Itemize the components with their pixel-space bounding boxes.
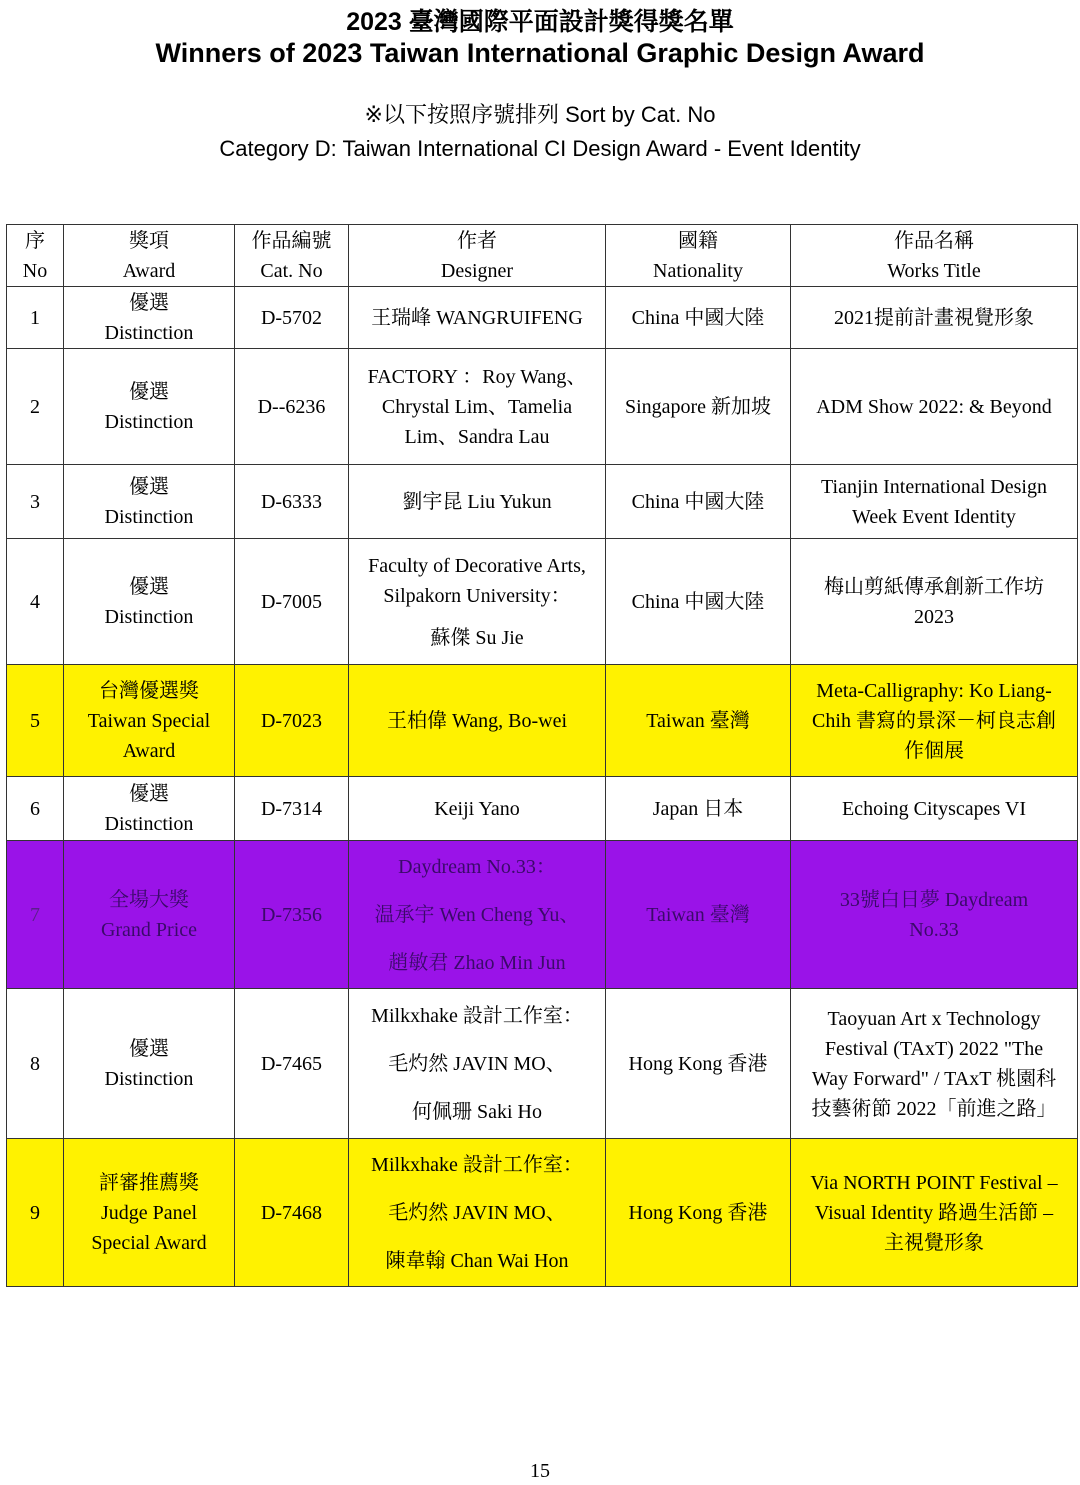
table-row [7, 539, 1078, 665]
nationality-cell: Taiwan 臺灣 [606, 665, 791, 777]
table-row [7, 777, 1078, 841]
works-title-cell: 2021提前計畫視覺形象 [791, 287, 1078, 349]
works-title-cell: Echoing Cityscapes VI [791, 777, 1078, 841]
header-award: 獎項 Award [64, 225, 235, 287]
award-cell: 全場大獎 Grand Price [64, 841, 235, 989]
cat-no-cell: D-7356 [235, 841, 349, 989]
designer-cell: Daydream No.33： 温承宇 Wen Cheng Yu、 趙敏君 Zhao Min Jun [349, 841, 606, 989]
cat-no-cell: D-7468 [235, 1139, 349, 1287]
cat-no-cell: D-6333 [235, 465, 349, 539]
table-header-row [7, 225, 1078, 287]
award-cell: 優選 Distinction [64, 287, 235, 349]
designer-cell: Faculty of Decorative Arts, Silpakorn University： 蘇傑 Su Jie [349, 539, 606, 665]
award-cell: 台灣優選獎 Taiwan Special Award [64, 665, 235, 777]
table-row [7, 841, 1078, 989]
nationality-cell: Singapore 新加坡 [606, 349, 791, 465]
nationality-cell: Hong Kong 香港 [606, 1139, 791, 1287]
row-no: 9 [7, 1139, 64, 1287]
award-cell: 優選 Distinction [64, 465, 235, 539]
works-title-cell: Tianjin International Design Week Event Identity [791, 465, 1078, 539]
award-cell: 評審推薦獎 Judge Panel Special Award [64, 1139, 235, 1287]
cat-no-cell: D-7023 [235, 665, 349, 777]
nationality-cell: China 中國大陸 [606, 287, 791, 349]
cat-no-cell: D-7465 [235, 989, 349, 1139]
cat-no-cell: D-5702 [235, 287, 349, 349]
header-cat-no: 作品編號 Cat. No [235, 225, 349, 287]
table-row [7, 665, 1078, 777]
cat-no-cell: D--6236 [235, 349, 349, 465]
works-title-cell: Meta-Calligraphy: Ko Liang- Chih 書寫的景深－柯良志創 作個展 [791, 665, 1078, 777]
nationality-cell: China 中國大陸 [606, 539, 791, 665]
designer-cell: 劉宇昆 Liu Yukun [349, 465, 606, 539]
designer-cell: Keiji Yano [349, 777, 606, 841]
row-no: 4 [7, 539, 64, 665]
table-row [7, 1139, 1078, 1287]
page-number: 15 [530, 1460, 550, 1482]
row-no: 7 [7, 841, 64, 989]
works-title-cell: ADM Show 2022: & Beyond [791, 349, 1078, 465]
table-row [7, 287, 1078, 349]
works-title-cell: 梅山剪紙傳承創新工作坊 2023 [791, 539, 1078, 665]
row-no: 1 [7, 287, 64, 349]
award-cell: 優選 Distinction [64, 777, 235, 841]
nationality-cell: Taiwan 臺灣 [606, 841, 791, 989]
row-no: 5 [7, 665, 64, 777]
header-nationality: 國籍 Nationality [606, 225, 791, 287]
cat-no-cell: D-7005 [235, 539, 349, 665]
cat-no-cell: D-7314 [235, 777, 349, 841]
header-no: 序 No [7, 225, 64, 287]
nationality-cell: Japan 日本 [606, 777, 791, 841]
award-cell: 優選 Distinction [64, 989, 235, 1139]
title-chinese: 2023 臺灣國際平面設計獎得獎名單 [346, 8, 734, 36]
row-no: 8 [7, 989, 64, 1139]
works-title-cell: Via NORTH POINT Festival – Visual Identity 路過生活節 – 主視覺形象 [791, 1139, 1078, 1287]
header-designer: 作者 Designer [349, 225, 606, 287]
nationality-cell: China 中國大陸 [606, 465, 791, 539]
table-row [7, 349, 1078, 465]
nationality-cell: Hong Kong 香港 [606, 989, 791, 1139]
row-no: 6 [7, 777, 64, 841]
works-title-cell: Taoyuan Art x Technology Festival (TAxT) 2022 "The Way Forward" / TAxT 桃園科 技藝術節 2022「前進之路」 [791, 989, 1078, 1139]
designer-cell: FACTORY ：Roy Wang、 Chrystal Lim、Tamelia Lim、Sandra Lau [349, 349, 606, 465]
winners-table [6, 224, 1078, 1287]
award-cell: 優選 Distinction [64, 349, 235, 465]
row-no: 3 [7, 465, 64, 539]
row-no: 2 [7, 349, 64, 465]
sort-note: ※以下按照序號排列 Sort by Cat. No [364, 102, 716, 127]
works-title-cell: 33號白日夢 Daydream No.33 [791, 841, 1078, 989]
award-cell: 優選 Distinction [64, 539, 235, 665]
designer-cell: 王柏偉 Wang, Bo-wei [349, 665, 606, 777]
category-label: Category D: Taiwan International CI Design Award - Event Identity [219, 136, 861, 161]
header-works-title: 作品名稱 Works Title [791, 225, 1078, 287]
table-row [7, 465, 1078, 539]
designer-cell: Milkxhake 設計工作室： 毛灼然 JAVIN MO、 何佩珊 Saki Ho [349, 989, 606, 1139]
designer-cell: Milkxhake 設計工作室： 毛灼然 JAVIN MO、 陳韋翰 Chan Wai Hon [349, 1139, 606, 1287]
table-row [7, 989, 1078, 1139]
designer-cell: 王瑞峰 WANGRUIFENG [349, 287, 606, 349]
title-english: Winners of 2023 Taiwan International Graphic Design Award [155, 38, 925, 68]
